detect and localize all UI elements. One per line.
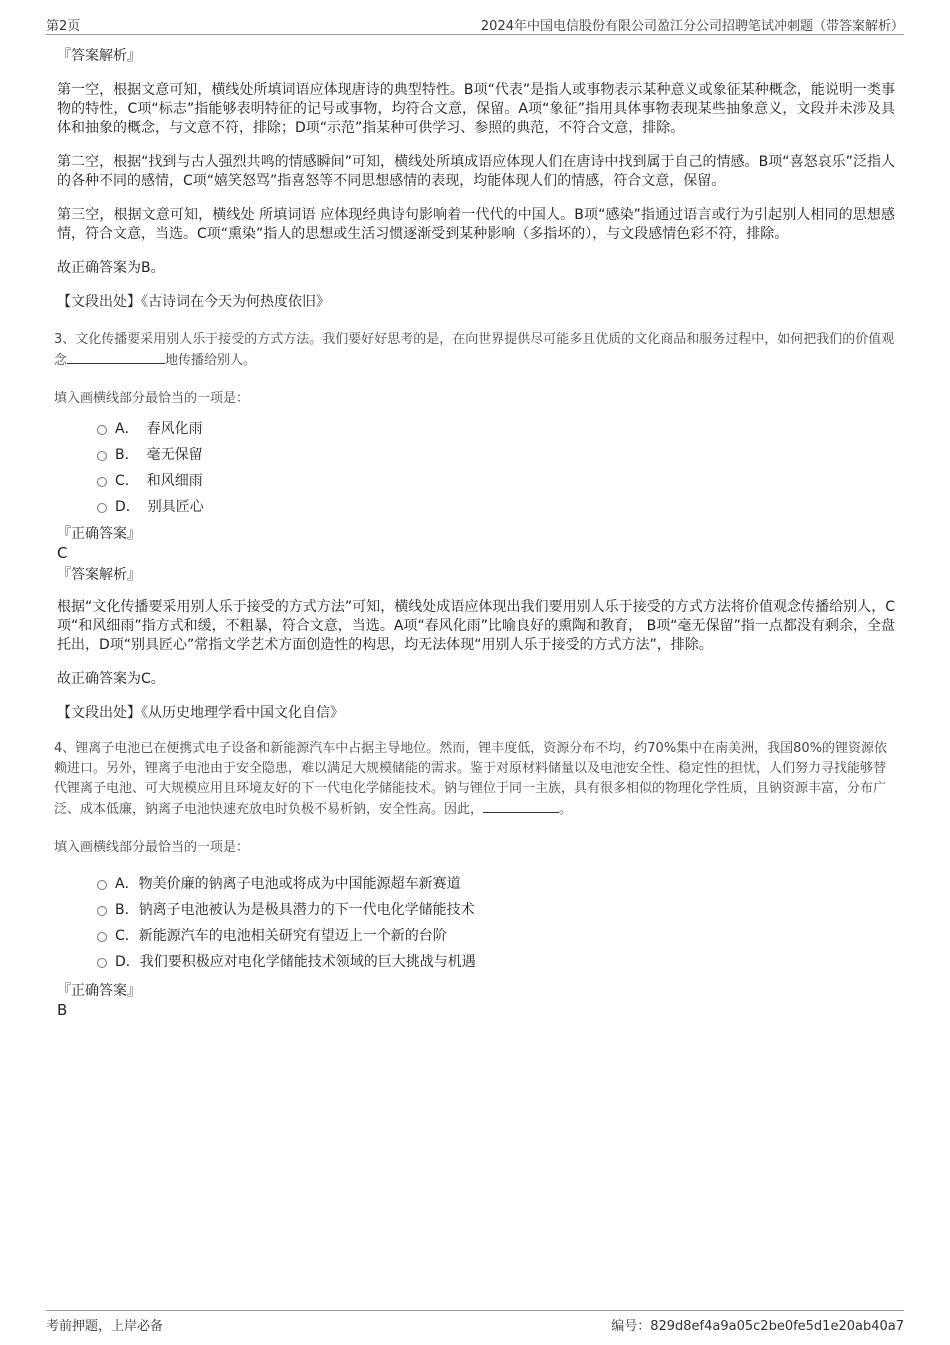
option-c[interactable]: C．新能源汽车的电池相关研究有望迈上一个新的台阶 — [57, 923, 895, 949]
page-header — [46, 14, 904, 35]
question-4-prompt: 填入画横线部分最恰当的一项是： — [54, 840, 250, 855]
answer-analysis-label: 『答案解析』 — [57, 567, 141, 583]
passage-source: 【文段出处】《古诗词在今天为何热度依旧》 — [57, 294, 330, 310]
option-b[interactable]: B．钠离子电池被认为是极具潜力的下一代电化学储能技术 — [57, 897, 895, 923]
radio-button[interactable] — [97, 906, 107, 916]
page-footer — [46, 1310, 904, 1333]
radio-button[interactable] — [97, 477, 107, 487]
question-4-text: 4、锂离子电池已在便携式电子设备和新能源汽车中占据主导地位。然而，锂丰度低，资源分布不均，约70%集中在南美洲，我国80%的锂资源依赖进口。另外，锂离子电池由于安全隐患，难以满足大规模储能的需求。鉴于对原材料储量以及电池安全性、稳定性的担忧，人们努力寻找能够替代锂离子电池、可大规模应用且环境友好的下一代电化学储能技术。钠与锂位于同一主族，具有很多相似的物理化学性质，且钠资源丰富，分布广泛、成本低廉，钠离子电池快速充放电时负极不易析钠，安全性高。因此， 。 — [54, 741, 888, 817]
correct-answer-label: 『正确答案』 — [57, 983, 141, 999]
option-d[interactable]: D． 别具匠心 — [57, 494, 895, 520]
option-a[interactable]: A． 春风化雨 — [57, 416, 895, 442]
radio-button[interactable] — [97, 503, 107, 513]
document-title: 2024年中国电信股份有限公司盈江分公司招聘笔试冲刺题（带答案解析） — [480, 19, 904, 34]
analysis-conclusion: 故正确答案为C。 — [57, 671, 165, 687]
radio-button[interactable] — [97, 425, 107, 435]
radio-button[interactable] — [97, 958, 107, 968]
document-id: 编号：829d8ef4a9a05c2be0fe5d1e20ab40a7 — [611, 1319, 904, 1334]
option-a[interactable]: A．物美价廉的钠离子电池或将成为中国能源超车新赛道 — [57, 871, 895, 897]
option-d[interactable]: D．我们要积极应对电化学储能技术领域的巨大挑战与机遇 — [57, 949, 895, 975]
answer-blank — [67, 350, 165, 364]
question-3-options — [57, 416, 895, 520]
correct-answer-label: 『正确答案』 — [57, 526, 141, 542]
question-3-text: 3、文化传播要采用别人乐于接受的方式方法。我们要好好思考的是，在向世界提供尽可能多且优质的文化商品和服务过程中，如何把我们的价值观念 地传播给别人。 — [54, 332, 895, 368]
page-number: 第2页 — [46, 19, 81, 34]
page-content — [54, 46, 895, 1020]
analysis-paragraph-1: 第一空，根据文意可知，横线处所填词语应体现唐诗的典型特性。B项“代表”是指人或事物表示某种意义或象征某种概念，能说明一类事物的特性，C项“标志”指能够表明特征的记号或事物，均符合文意，保留。A项“象征”指用具体事物表现某些抽象意义，文段并未涉及具体和抽象的概念，与文意不符，排除；D项“示范”指某种可供学习、参照的典范，不符合文意，排除。 — [57, 82, 895, 136]
question-4-options — [57, 871, 895, 975]
answer-analysis-label: 『答案解析』 — [57, 48, 141, 64]
footer-slogan: 考前押题，上岸必备 — [46, 1319, 164, 1334]
answer-blank — [483, 799, 559, 813]
passage-source: 【文段出处】《从历史地理学看中国文化自信》 — [57, 705, 344, 721]
option-c[interactable]: C． 和风细雨 — [57, 468, 895, 494]
analysis-conclusion: 故正确答案为B。 — [57, 260, 165, 276]
radio-button[interactable] — [97, 880, 107, 890]
question-3-prompt: 填入画横线部分最恰当的一项是： — [54, 391, 250, 406]
analysis-paragraph-2: 第二空，根据“找到与古人强烈共鸣的情感瞬间”可知，横线处所填成语应体现人们在唐诗中找到属于自己的情感。B项“喜怒哀乐”泛指人的各种不同的感情，C项“嬉笑怒骂”指喜怒等不同思想感情的表现，均能体现人们的情感，符合文意，保留。 — [57, 154, 895, 189]
option-b[interactable]: B． 毫无保留 — [57, 442, 895, 468]
radio-button[interactable] — [97, 932, 107, 942]
correct-answer: C — [57, 544, 68, 562]
analysis-paragraph-3: 第三空，根据文意可知，横线处 所填词语 应体现经典诗句影响着一代代的中国人。B项“感染”指通过语言或行为引起别人相同的思想感情，符合文意，当选。C项“熏染”指人的思想或生活习惯逐渐受到某种影响（多指坏的），与文段感情色彩不符，排除。 — [57, 207, 895, 242]
radio-button[interactable] — [97, 451, 107, 461]
correct-answer: B — [57, 1001, 68, 1019]
analysis-paragraph: 根据“文化传播要采用别人乐于接受的方式方法”可知，横线处成语应体现出我们要用别人乐于接受的方式方法将价值观念传播给别人，C项“和风细雨”指方式和缓，不粗暴，符合文意，当选。A项“春风化雨”比喻良好的熏陶和教育， B项“毫无保留”指一点都没有剩余，全盘托出，D项“别具匠心”常指文学艺术方面创造性的构思，均无法体现“用别人乐于接受的方式方法”，排除。 — [57, 599, 895, 653]
